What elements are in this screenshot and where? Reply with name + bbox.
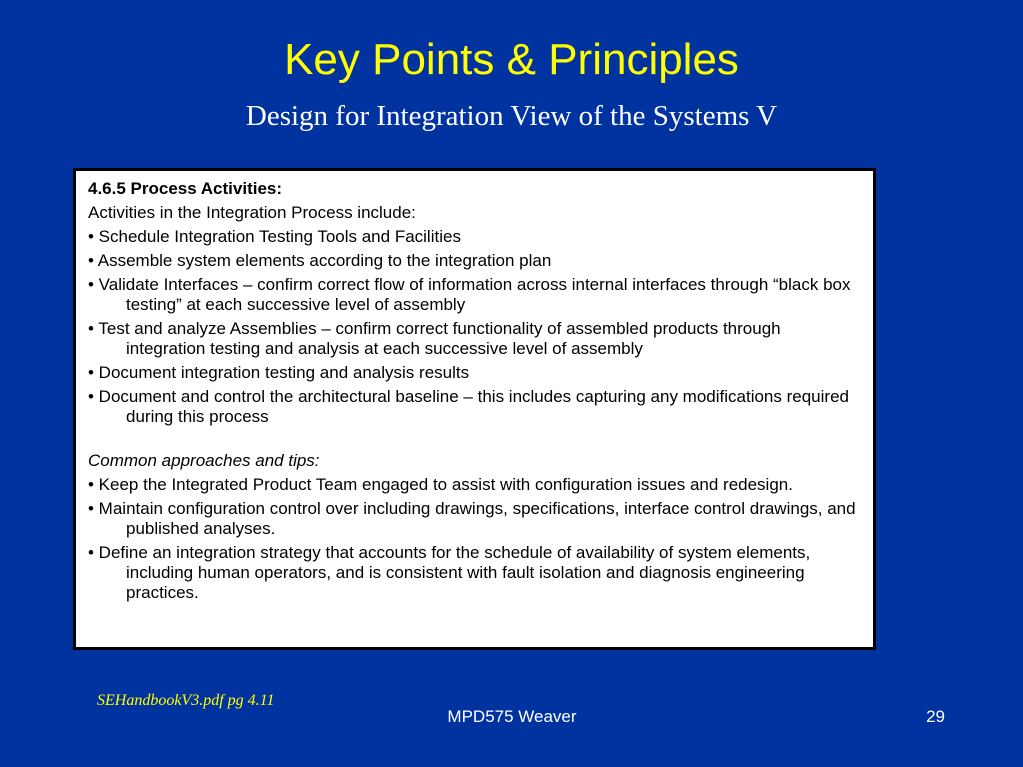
tips-heading: Common approaches and tips: [88, 451, 320, 470]
activity-item: • Document and control the architectural baseline – this includes capturing any modifications required during this process [88, 387, 849, 426]
activity-item: • Document integration testing and analysis results [88, 363, 470, 382]
tip-item: • Maintain configuration control over including drawings, specifications, interface control drawings, and published analyses. [88, 499, 856, 538]
panel-heading: 4.6.5 Process Activities: [88, 179, 283, 198]
tip-item: • Keep the Integrated Product Team engaged to assist with configuration issues and redesign. [88, 475, 793, 494]
section-spacer [88, 431, 861, 451]
activity-item: • Schedule Integration Testing Tools and Facilities [88, 227, 461, 246]
source-reference: SEHandbookV3.pdf pg 4.11 [97, 692, 275, 709]
activity-item: • Validate Interfaces – confirm correct flow of information across internal interfaces through “black box testing” at each successive level of assembly [88, 275, 851, 314]
footer-author: MPD575 Weaver [447, 707, 577, 726]
activity-item: • Test and analyze Assemblies – confirm correct functionality of assembled products through integration testing and analysis at each successive level of assembly [88, 319, 781, 358]
slide-subtitle: Design for Integration View of the Systems V [245, 100, 778, 132]
page-number: 29 [926, 707, 945, 726]
content-panel [73, 168, 876, 650]
activity-item: • Assemble system elements according to the integration plan [88, 251, 552, 270]
slide-title: Key Points & Principles [284, 35, 739, 84]
tip-item: • Define an integration strategy that accounts for the schedule of availability of system elements, including human operators, and is consistent with fault isolation and diagnosis engineering practices. [88, 543, 811, 602]
panel-intro: Activities in the Integration Process include: [88, 203, 416, 222]
